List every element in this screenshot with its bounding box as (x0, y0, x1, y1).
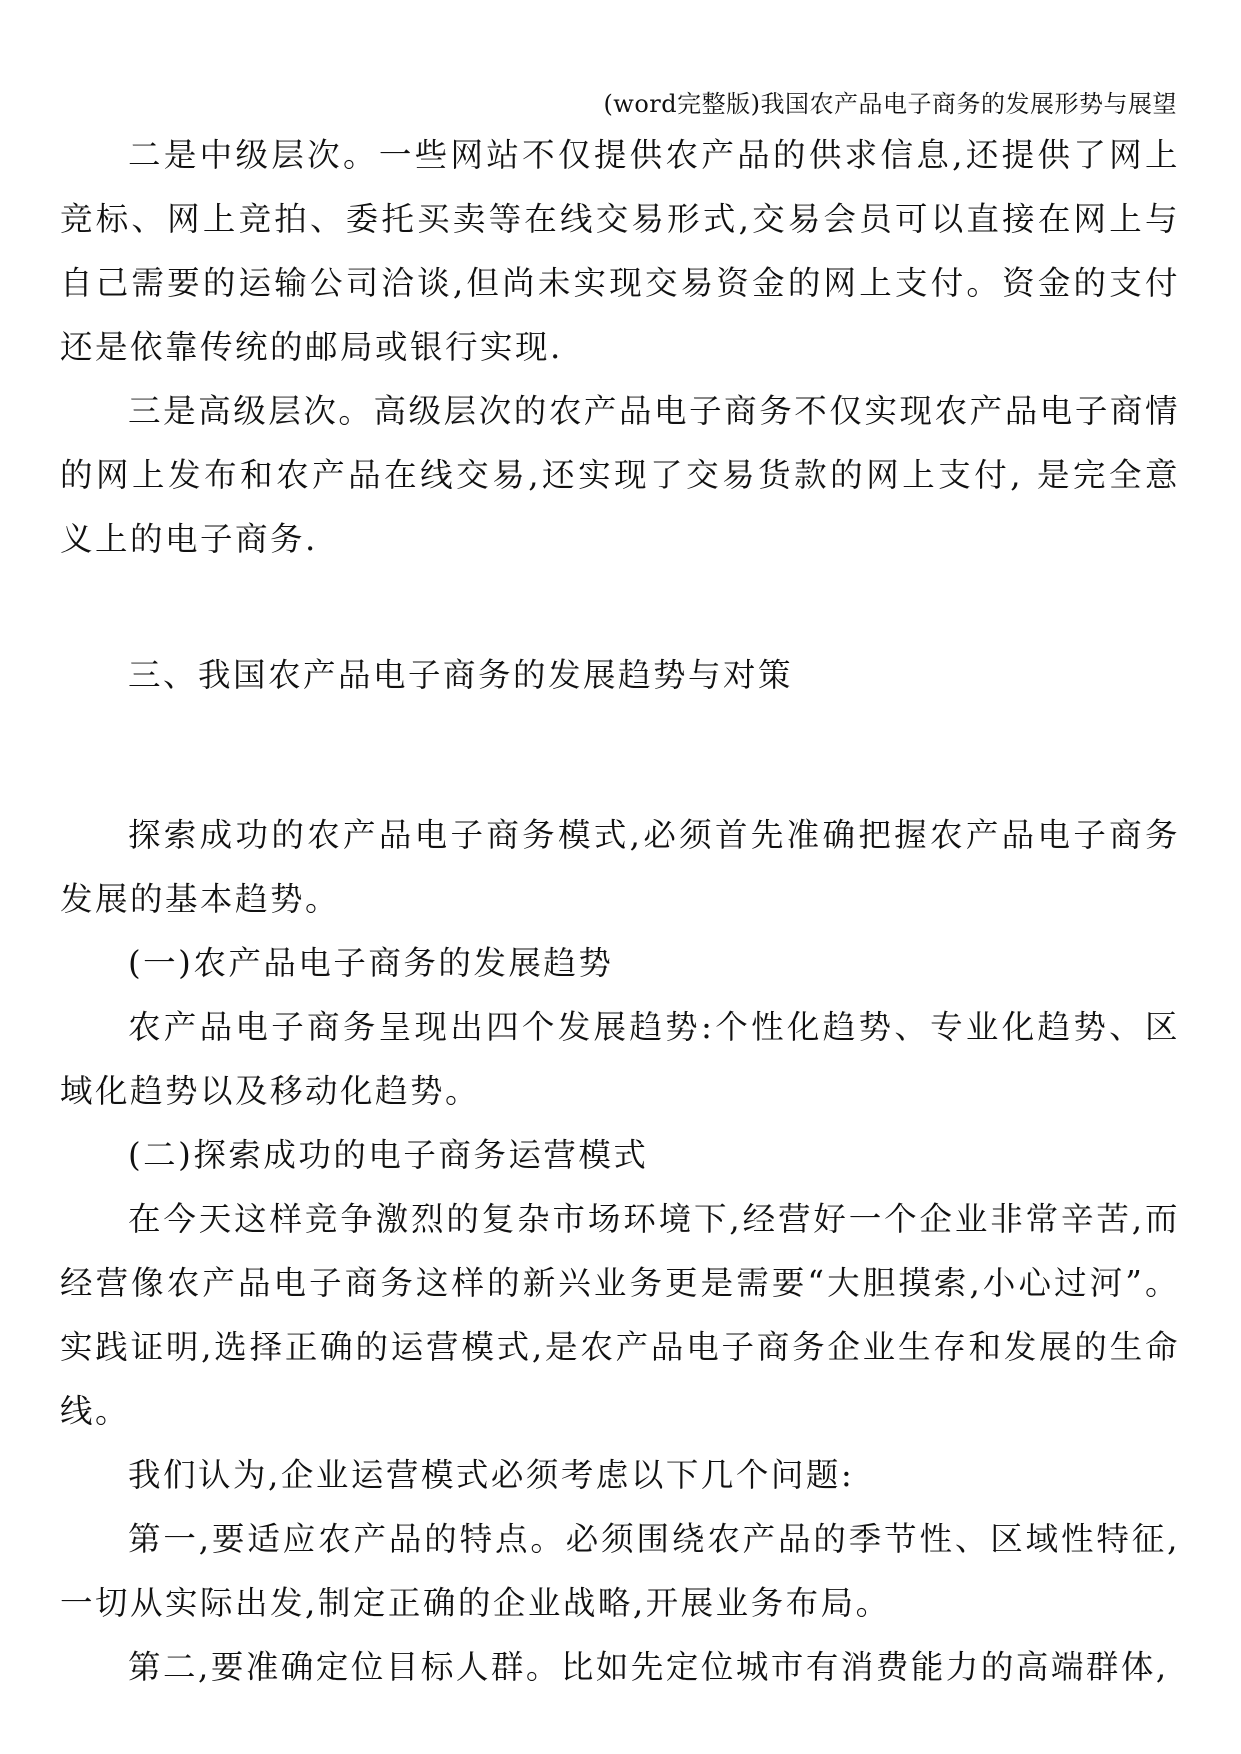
blank-line (60, 571, 1180, 643)
document-header: (word完整版)我国农产品电子商务的发展形势与展望 (603, 90, 1177, 118)
section-heading: 三、我国农产品电子商务的发展趋势与对策 (128, 656, 794, 694)
subheading-trends: (一)农产品电子商务的发展趋势 (128, 944, 614, 982)
document-body (60, 123, 1180, 1699)
paragraph-explore-model: 探索成功的农产品电子商务模式,必须首先准确把握农产品电子商务发展的基本趋势。 (60, 816, 1180, 918)
paragraph-advanced-level: 三是高级层次。高级层次的农产品电子商务不仅实现农产品电子商情的网上发布和农产品在线交易,还实现了交易货款的网上支付, 是完全意义上的电子商务. (60, 392, 1180, 558)
paragraph-competition: 在今天这样竞争激烈的复杂市场环境下,经营好一个企业非常辛苦,而经营像农产品电子商务这样的新兴业务更是需要“大胆摸索,小心过河”。实践证明,选择正确的运营模式,是农产品电子商务企业生存和发展的生命线。 (60, 1200, 1180, 1430)
paragraph-second-point: 第二,要准确定位目标人群。比如先定位城市有消费能力的高端群体, (128, 1648, 1169, 1686)
paragraph-intermediate-level: 二是中级层次。一些网站不仅提供农产品的供求信息,还提供了网上竞标、网上竞拍、委托买卖等在线交易形式,交易会员可以直接在网上与自己需要的运输公司洽谈,但尚未实现交易资金的网上支付。资金的支付还是依靠传统的邮局或银行实现. (60, 136, 1180, 366)
blank-line (60, 707, 1180, 803)
subheading-operating-model: (二)探索成功的电子商务运营模式 (128, 1136, 649, 1174)
paragraph-first-point: 第一,要适应农产品的特点。必须围绕农产品的季节性、区域性特征,一切从实际出发,制定正确的企业战略,开展业务布局。 (60, 1520, 1180, 1622)
paragraph-considerations: 我们认为,企业运营模式必须考虑以下几个问题: (128, 1456, 855, 1494)
paragraph-four-trends: 农产品电子商务呈现出四个发展趋势:个性化趋势、专业化趋势、区域化趋势以及移动化趋势。 (60, 1008, 1180, 1110)
